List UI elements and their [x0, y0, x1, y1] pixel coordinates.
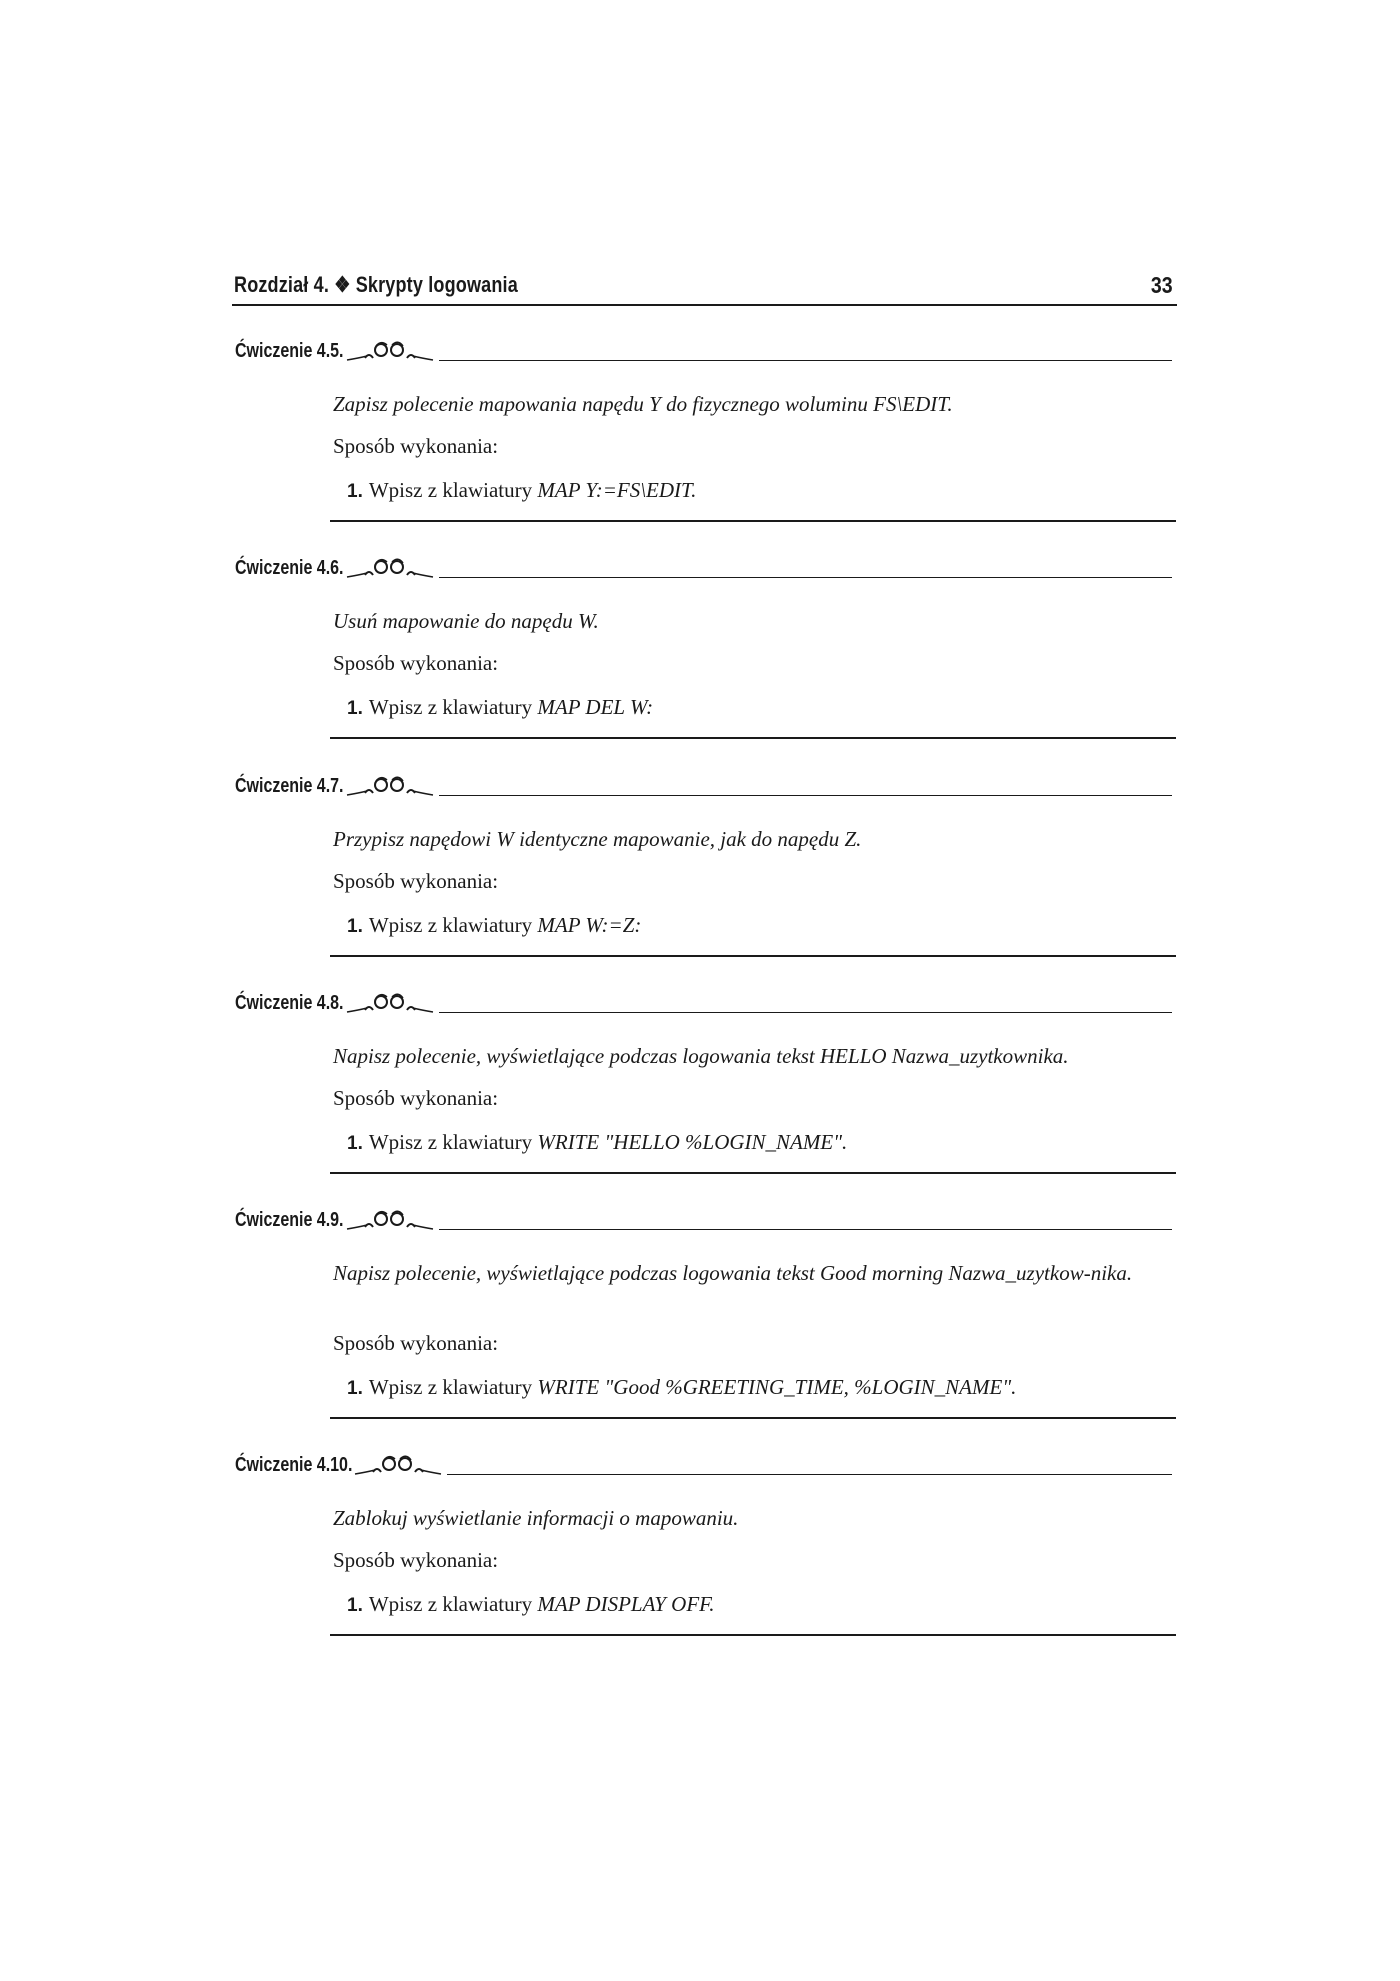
- ornament-icon: [353, 1450, 443, 1480]
- step-1: 1. Wpisz z klawiatury MAP W:=Z:: [347, 913, 642, 937]
- exercise-label: Ćwiczenie 4.10.: [235, 1454, 353, 1476]
- exercise-task: Zablokuj wyświetlanie informacji o mapowaniu.: [333, 1506, 739, 1530]
- command-text: WRITE "HELLO %LOGIN_NAME".: [537, 1130, 848, 1154]
- exercise-rule: [439, 795, 1173, 796]
- exercise-task: Napisz polecenie, wyświetlające podczas logowania tekst Good morning Nazwa_uzytkow-nika.: [333, 1261, 1133, 1285]
- command-text: MAP DEL W:: [537, 695, 654, 719]
- exercise-task: Przypisz napędowi W identyczne mapowanie, jak do napędu Z.: [333, 827, 862, 851]
- step-1: 1. Wpisz z klawiatury WRITE "Good %GREETING_TIME, %LOGIN_NAME".: [347, 1375, 1017, 1399]
- command-text: MAP DISPLAY OFF.: [537, 1592, 715, 1616]
- exercise-label: Ćwiczenie 4.9.: [235, 1209, 344, 1231]
- ornament-icon: [345, 771, 435, 801]
- exercise-heading: [232, 557, 1177, 587]
- ornament-icon: [345, 553, 435, 583]
- method-label: Sposób wykonania:: [333, 434, 499, 458]
- exercise-end-rule: [330, 737, 1176, 739]
- step-1: 1. Wpisz z klawiatury MAP DEL W:: [347, 695, 654, 719]
- step-1: 1. Wpisz z klawiatury MAP Y:=FS\EDIT.: [347, 478, 697, 502]
- method-label: Sposób wykonania:: [333, 1086, 499, 1110]
- exercise-task: Zapisz polecenie mapowania napędu Y do fizycznego woluminu FS\EDIT.: [333, 392, 953, 416]
- exercise-end-rule: [330, 1172, 1176, 1174]
- exercise-rule: [439, 1229, 1173, 1230]
- exercise-rule: [447, 1474, 1172, 1475]
- running-head: [232, 272, 1177, 306]
- command-text: MAP Y:=FS\EDIT.: [537, 478, 697, 502]
- method-label: Sposób wykonania:: [333, 869, 499, 893]
- command-text: MAP W:=Z:: [537, 913, 642, 937]
- exercise-label: Ćwiczenie 4.5.: [235, 340, 344, 362]
- command-text: WRITE "Good %GREETING_TIME, %LOGIN_NAME".: [537, 1375, 1017, 1399]
- exercise-end-rule: [330, 955, 1176, 957]
- exercise-heading: [232, 1209, 1177, 1239]
- method-label: Sposób wykonania:: [333, 1548, 499, 1572]
- ornament-icon: [345, 1205, 435, 1235]
- exercise-rule: [439, 1012, 1173, 1013]
- method-label: Sposób wykonania:: [333, 1331, 499, 1355]
- exercise-task: Usuń mapowanie do napędu W.: [333, 609, 599, 633]
- exercise-rule: [439, 577, 1173, 578]
- ornament-icon: [345, 336, 435, 366]
- exercise-end-rule: [330, 1417, 1176, 1419]
- exercise-heading: [232, 992, 1177, 1022]
- exercise-heading: [232, 340, 1177, 370]
- exercise-heading: [232, 1454, 1177, 1484]
- page-number: 33: [1151, 272, 1173, 298]
- ornament-icon: [345, 988, 435, 1018]
- exercise-end-rule: [330, 520, 1176, 522]
- exercise-end-rule: [330, 1634, 1176, 1636]
- exercise-heading: [232, 775, 1177, 805]
- exercise-label: Ćwiczenie 4.7.: [235, 775, 344, 797]
- step-1: 1. Wpisz z klawiatury WRITE "HELLO %LOGIN_NAME".: [347, 1130, 848, 1154]
- method-label: Sposób wykonania:: [333, 651, 499, 675]
- exercise-task: Napisz polecenie, wyświetlające podczas logowania tekst HELLO Nazwa_uzytkownika.: [333, 1044, 1069, 1068]
- exercise-rule: [439, 360, 1173, 361]
- exercise-label: Ćwiczenie 4.8.: [235, 992, 344, 1014]
- chapter-title: Rozdział 4. ❖ Skrypty logowania: [234, 272, 518, 297]
- step-1: 1. Wpisz z klawiatury MAP DISPLAY OFF.: [347, 1592, 715, 1616]
- exercise-label: Ćwiczenie 4.6.: [235, 557, 344, 579]
